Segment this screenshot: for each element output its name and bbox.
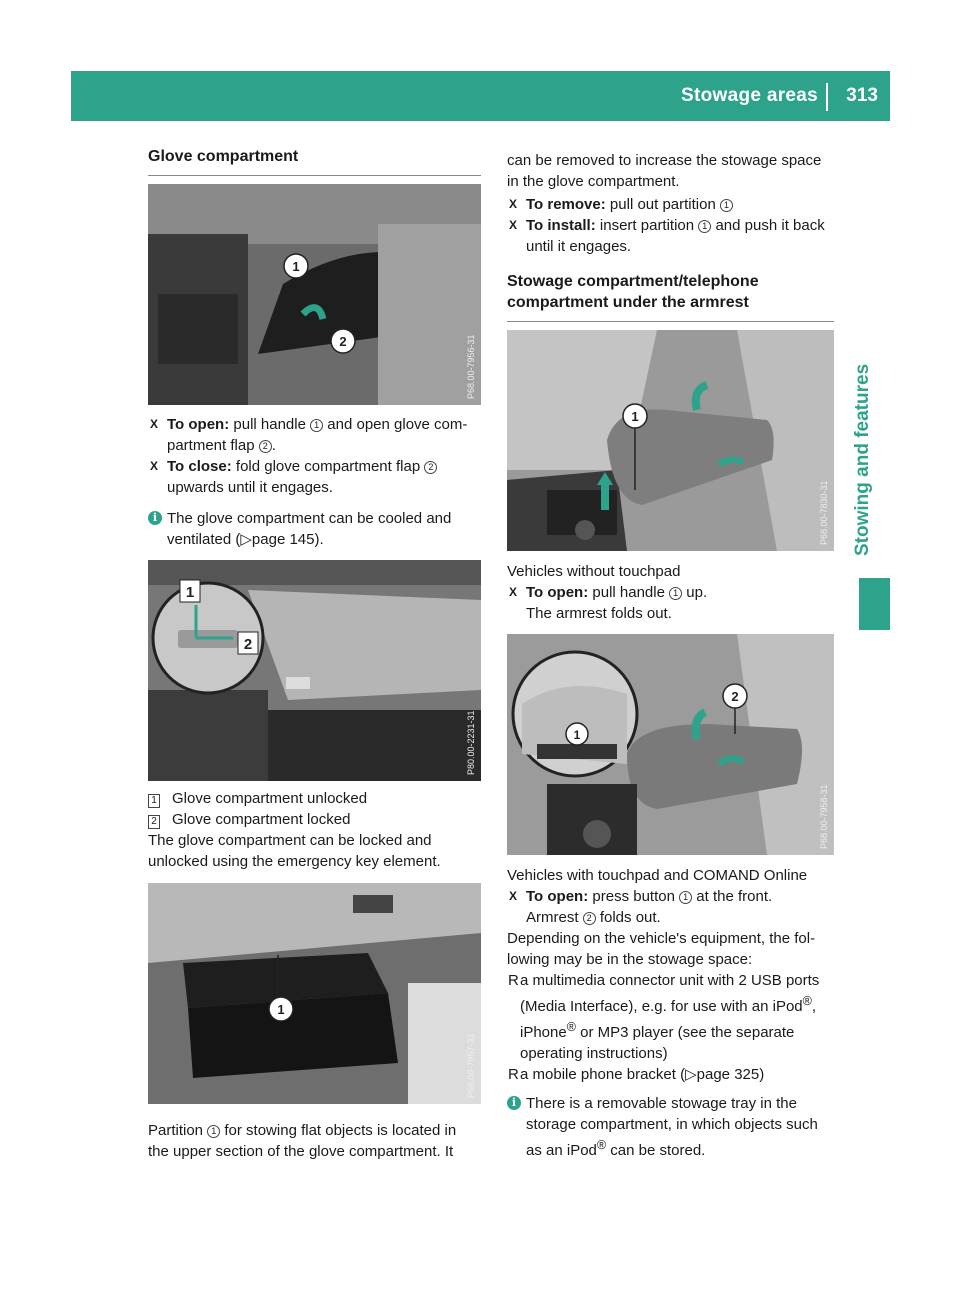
svg-text:2: 2 bbox=[243, 636, 253, 653]
step-remove: X To remove: pull out partition 1 bbox=[507, 194, 834, 215]
legend-item-1: 1 Glove compartment unlocked bbox=[148, 788, 481, 809]
info-note-cooling: i The glove compartment can be cooled and ventilated (▷page 145). bbox=[148, 508, 481, 550]
legend-item-2: 2 Glove compartment locked bbox=[148, 809, 481, 830]
step-open-no-touchpad: X To open: pull handle 1 up. The armrest folds out. bbox=[509, 584, 708, 622]
step-open: X To open: pull handle 1 and open glove com-partment flap 2 . bbox=[150, 416, 468, 454]
header-divider bbox=[826, 83, 828, 111]
step-arrow-icon: X bbox=[150, 417, 159, 431]
svg-text:1: 1 bbox=[277, 1002, 285, 1017]
left-column bbox=[148, 146, 481, 1162]
figure-partition bbox=[148, 883, 481, 1104]
callout-2: 2 bbox=[259, 440, 272, 453]
svg-text:2: 2 bbox=[731, 689, 739, 704]
side-tab-marker bbox=[859, 578, 890, 630]
callout-1: 1 bbox=[207, 1125, 220, 1138]
figure-code: P80.00-2231-31 bbox=[466, 710, 476, 775]
right-column bbox=[507, 150, 834, 1161]
page-ref-arrow-icon: ▷ bbox=[240, 531, 252, 548]
info-icon: i bbox=[148, 511, 162, 525]
callout-1: 1 bbox=[669, 587, 682, 600]
callout-1: 1 bbox=[310, 419, 323, 432]
figure-glove-lock bbox=[148, 560, 481, 781]
figure-armrest-no-touchpad bbox=[507, 330, 834, 551]
step-arrow-icon: X bbox=[509, 218, 518, 232]
figure-armrest-touchpad bbox=[507, 634, 834, 855]
callout-1: 1 bbox=[698, 220, 711, 233]
page-link[interactable]: page 145 bbox=[251, 531, 315, 548]
section-heading-glove: Glove compartment bbox=[148, 146, 481, 176]
bullet-icon: R bbox=[508, 972, 519, 989]
svg-text:2: 2 bbox=[339, 334, 347, 349]
step-arrow-icon: X bbox=[509, 197, 518, 211]
callout-1: 1 bbox=[679, 891, 692, 904]
info-note-tray: i There is a removable stowage tray in the storage compartment, in which objects such as an iPod® can be stored. bbox=[507, 1093, 834, 1161]
step-open-touchpad: X To open: press button 1 at the front. Armrest 2 folds out. bbox=[509, 888, 773, 926]
info-icon: i bbox=[507, 1096, 521, 1110]
svg-text:1: 1 bbox=[185, 584, 195, 601]
figure-code: P68.00-7957-31 bbox=[466, 1033, 476, 1098]
callout-2: 2 bbox=[424, 461, 437, 474]
figure-code: P68.00-7958-31 bbox=[819, 784, 829, 849]
figure-glove-open bbox=[148, 184, 481, 405]
bullet-icon: R bbox=[508, 1066, 519, 1083]
figure-code: P68.00-7956-31 bbox=[466, 334, 476, 399]
section-title: Stowage areas bbox=[681, 85, 818, 106]
paragraph-continued: can be removed to increase the stowage space in the glove compartment. bbox=[507, 152, 822, 190]
legend-number: 1 bbox=[148, 794, 160, 808]
step-install: X To install: insert partition 1 and push it back until it engages. bbox=[509, 217, 825, 255]
bullet-media-interface: R a multimedia connector unit with 2 USB ports (Media Interface), e.g. for use with an iPod®, iPhone® or MP3 player (see the separate operating instructions) bbox=[508, 972, 820, 1062]
callout-1: 1 bbox=[720, 199, 733, 212]
side-tab-label: Stowing and features bbox=[852, 363, 873, 556]
legend-number: 2 bbox=[148, 815, 160, 829]
step-arrow-icon: X bbox=[509, 889, 518, 903]
page-header bbox=[71, 71, 890, 121]
caption-no-touchpad: Vehicles without touchpad bbox=[507, 563, 681, 580]
svg-text:1: 1 bbox=[292, 259, 300, 274]
caption-touchpad: Vehicles with touchpad and COMAND Online bbox=[507, 867, 808, 884]
figure-code: P68.00-7830-31 bbox=[819, 480, 829, 545]
callout-2: 2 bbox=[583, 912, 596, 925]
section-heading-armrest: Stowage compartment/telephone compartment under the armrest bbox=[507, 271, 834, 322]
step-arrow-icon: X bbox=[509, 585, 518, 599]
svg-text:1: 1 bbox=[631, 409, 639, 424]
svg-text:1: 1 bbox=[573, 728, 581, 742]
paragraph-lock: The glove compartment can be locked and unlocked using the emergency key element. bbox=[148, 832, 441, 870]
bullet-phone-bracket: R a mobile phone bracket (▷page 325) bbox=[508, 1066, 765, 1083]
step-close: X To close: fold glove compartment flap 2 upwards until it engages. bbox=[148, 456, 481, 498]
page-link[interactable]: page 325 bbox=[696, 1066, 760, 1083]
page-number: 313 bbox=[846, 85, 878, 106]
paragraph-equipment: Depending on the vehicle's equipment, the fol-lowing may be in the stowage space: bbox=[507, 930, 816, 968]
page-ref-arrow-icon: ▷ bbox=[685, 1066, 697, 1083]
step-arrow-icon: X bbox=[150, 459, 159, 473]
paragraph-partition: Partition 1 for stowing flat objects is located in the upper section of the glove compartment. It bbox=[148, 1122, 457, 1160]
